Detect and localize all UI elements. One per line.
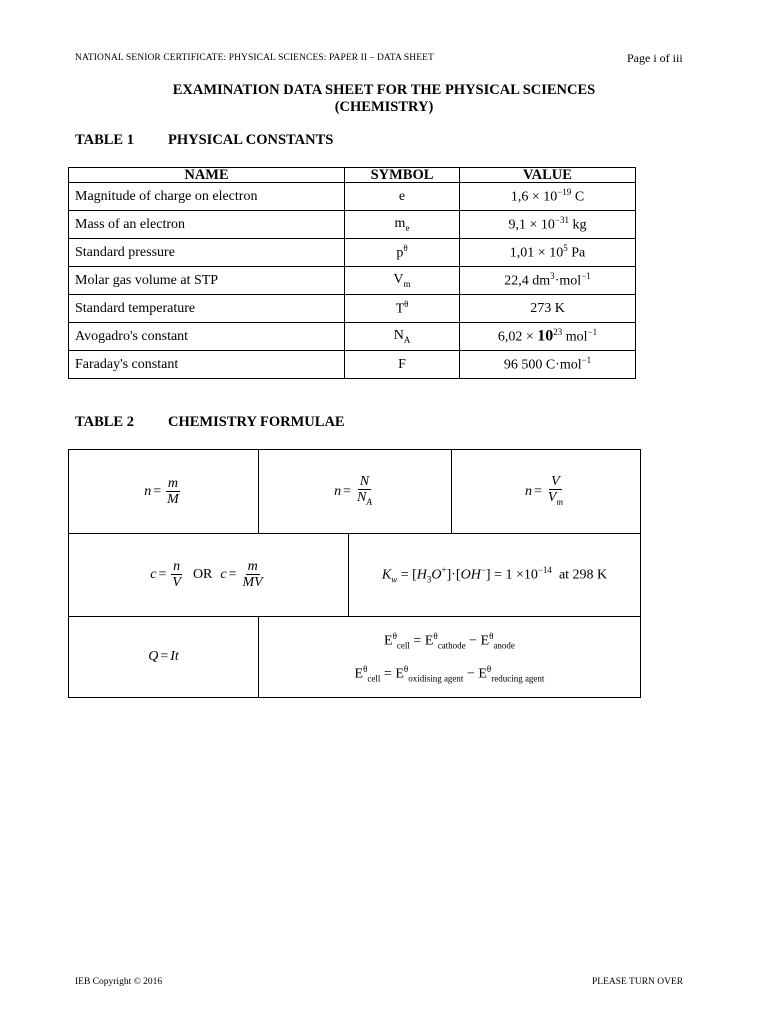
- constant-symbol: $p^\theta$: [345, 239, 460, 267]
- constant-symbol: $N_A$: [345, 323, 460, 351]
- table2-title: CHEMISTRY FORMULAE: [168, 414, 345, 430]
- formula-cell-potential: [259, 617, 640, 697]
- column-header-name: NAME: [69, 168, 345, 183]
- constant-value: $9,1 \times 10^{-31}$ kg: [460, 211, 636, 239]
- constant-symbol: $V_m$: [345, 267, 460, 295]
- table1-label: TABLE 1: [75, 132, 134, 148]
- page-title-line-1: EXAMINATION DATA SHEET FOR THE PHYSICAL SCIENCES: [172, 82, 596, 98]
- constant-symbol: $T^\theta$: [345, 295, 460, 323]
- or-word: OR: [192, 567, 213, 582]
- table1-title: PHYSICAL CONSTANTS: [168, 132, 334, 148]
- formula-concentration: c = $\frac{n}{V}$ OR c = $\frac{m}{MV}$: [69, 534, 349, 616]
- page-title: [0, 82, 768, 116]
- formula-charge: Q = It: [69, 617, 259, 697]
- constant-name: Mass of an electron: [69, 211, 345, 239]
- formula-row: [69, 450, 640, 534]
- constant-name: Molar gas volume at STP: [69, 267, 345, 295]
- constant-value: 22,4 $dm^3\cdot mol^{-1}$: [460, 267, 636, 295]
- constant-name: Standard temperature: [69, 295, 345, 323]
- formula-kw: $K_w = [H_3O^+]\cdot[OH^-] = 1 \times 10^{-14}$ at 298 K: [381, 565, 608, 585]
- constant-symbol: $m_e$: [345, 211, 460, 239]
- table-header-row: [69, 168, 636, 183]
- table-row: [69, 295, 636, 323]
- formula-row: [69, 534, 640, 617]
- constant-name: Standard pressure: [69, 239, 345, 267]
- constant-value: 96 500 C·mol$^{-1}$: [460, 351, 636, 379]
- temperature-condition: at 298 K: [558, 567, 608, 583]
- formula-row: [69, 617, 640, 697]
- constant-name: Faraday's constant: [69, 351, 345, 379]
- constant-name: Magnitude of charge on electron: [69, 183, 345, 211]
- ecell-oxidising-reducing: $E^\theta_{cell} = E^\theta_{oxidising agent} - E^\theta_{reducing agent}$: [354, 664, 545, 684]
- formula-moles-mass: n = $\frac{m}{M}$: [69, 450, 259, 533]
- constant-value: 273 K: [460, 295, 636, 323]
- formula-moles-volume: n = $\frac{V}{V_m}$: [525, 473, 563, 507]
- constant-value: $1,6 \times 10^{-19}$ C: [460, 183, 636, 211]
- page-number: Page i of iii: [627, 51, 683, 65]
- column-header-symbol: SYMBOL: [345, 168, 460, 183]
- constant-name: Avogadro's constant: [69, 323, 345, 351]
- constant-value: $1,01 \times 10^5$ Pa: [460, 239, 636, 267]
- table-row: [69, 239, 636, 267]
- table2-label: TABLE 2: [75, 414, 134, 430]
- table-row: [69, 211, 636, 239]
- turn-over-note: PLEASE TURN OVER: [592, 977, 684, 987]
- page-title-line-2: (CHEMISTRY): [334, 99, 434, 115]
- constant-symbol: F: [345, 351, 460, 379]
- physical-constants-table: [68, 167, 636, 379]
- ecell-cathode-anode: $E^\theta_{cell} = E^\theta_{cathode} - E^\theta_{anode}$: [384, 630, 515, 650]
- chemistry-formulae-table: [68, 449, 641, 698]
- constant-symbol: e: [345, 183, 460, 211]
- copyright: IEB Copyright © 2016: [75, 977, 163, 987]
- constant-value: $6,02 \times 10^{23}$ mol$^{-1}$: [460, 323, 636, 351]
- column-header-value: VALUE: [460, 168, 636, 183]
- table-row: [69, 183, 636, 211]
- table-row: [69, 267, 636, 295]
- table-row: [69, 351, 636, 379]
- header-title: NATIONAL SENIOR CERTIFICATE: PHYSICAL SCIENCES: PAPER II – DATA SHEET: [75, 53, 434, 63]
- table1-heading: [75, 132, 333, 149]
- table-row: [69, 323, 636, 351]
- table2-heading: [75, 414, 345, 431]
- formula-moles-particles: n = $\frac{N}{N_A}$: [259, 450, 452, 533]
